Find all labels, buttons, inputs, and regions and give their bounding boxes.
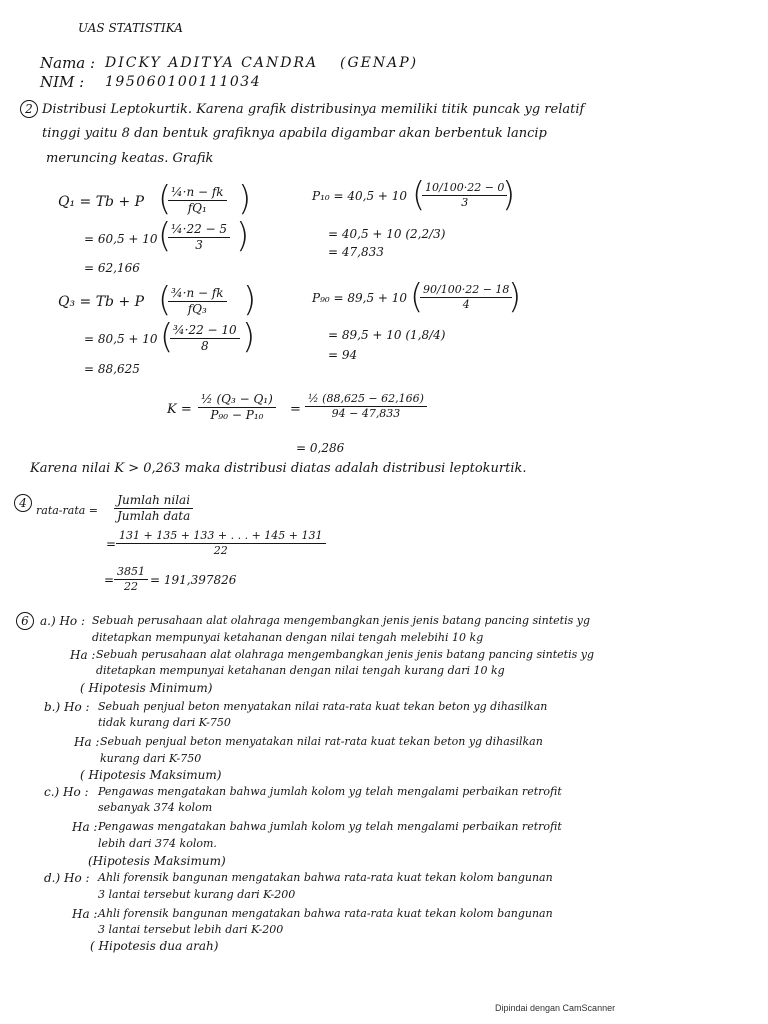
nama-label: Nama : [40,54,96,72]
q2-conclusion: Karena nilai K > 0,263 maka distribusi diatas adalah distribusi leptokurtik. [30,461,527,476]
q1-substitution-denominator: 3 [195,237,203,252]
q6a-ho-line-1: Sebuah perusahaan alat olahraga mengembangkan jenis jenis batang pancing sintetis yg [92,614,591,627]
q2-text-line-3: meruncing keatas. Grafik [46,151,214,166]
p10-denominator: 3 [461,195,469,209]
q3-substitution-numerator: ¾·22 − 10 [170,324,240,339]
q1-fraction [168,186,227,214]
p90-numerator: 90/100·22 − 18 [420,284,512,298]
mean-sum-fraction [116,530,326,556]
q6c-hypothesis-type: (Hipotesis Maksimum) [88,854,226,868]
q6d-ha-line-2: 3 lantai tersebut lebih dari K-200 [98,923,284,936]
kurtosis-substitution-numerator: ½ (88,625 − 62,166) [305,393,427,407]
q6d-ha-label: Ha : [72,907,98,921]
nama-value: DICKY ADITYA CANDRA [105,55,319,71]
mean-label: rata-rata = [36,504,99,517]
paren-close: ) [243,280,257,320]
mean-result-denominator: 22 [124,579,138,593]
q6a-ha-line-2: ditetapkan mempunyai ketahanan dengan nilai tengah kurang dari 10 kg [96,664,505,677]
q1-result: = 62,166 [84,261,140,275]
mean-result: = 191,397826 [150,573,237,587]
mean-result-numerator: 3851 [114,566,148,580]
mean-definition-denominator: Jumlah data [117,508,191,523]
paren-open: ( [158,280,172,320]
q1-numerator: ¼·n − fk [168,186,227,201]
paren-close: ) [236,216,250,256]
paren-open: ( [158,179,172,219]
q3-fraction [168,287,227,315]
paren-close: ) [242,317,256,357]
mean-sum-numerator: 131 + 135 + 133 + . . . + 145 + 131 [116,530,326,544]
q6c-ho-line-1: Pengawas mengatakan bahwa jumlah kolom yg telah mengalami perbaikan retrofit [98,785,562,798]
q3-substitution-denominator: 8 [201,338,209,353]
q6b-ho-line-2: tidak kurang dari K-750 [98,716,231,729]
kurtosis-equals: = [290,402,301,417]
paren-open: ( [160,317,174,357]
nim-value: 195060100111034 [105,74,262,90]
q3-denominator: fQ₃ [187,301,207,316]
p90-step: = 89,5 + 10 (1,8/4) [328,328,446,342]
q1-denominator: fQ₁ [187,200,207,215]
q1-substitution-numerator: ¼·22 − 5 [168,223,230,238]
mean-sum-denominator: 22 [213,543,228,557]
kurtosis-result: = 0,286 [296,441,345,455]
kurtosis-formula-numerator: ½ (Q₃ − Q₁) [198,393,276,408]
mean-result-fraction [114,566,148,592]
p10-formula-lhs: P₁₀ = 40,5 + 10 [312,189,408,203]
q6c-ha-label: Ha : [72,820,98,834]
q6b-ha-line-1: Sebuah penjual beton menyatakan nilai rat-rata kuat tekan beton yg dihasilkan [100,735,543,748]
p90-denominator: 4 [462,297,470,311]
q6b-ha-label: Ha : [74,735,100,749]
question-number-4: 4 [14,494,32,512]
q6a-ha-line-1: Sebuah perusahaan alat olahraga mengembangkan jenis jenis batang pancing sintetis yg [96,648,595,661]
q6d-hypothesis-type: ( Hipotesis dua arah) [90,939,219,953]
q6d-ho-line-1: Ahli forensik bangunan mengatakan bahwa rata-rata kuat tekan kolom bangunan [98,871,553,884]
q3-substitution-lhs: = 80,5 + 10 [84,332,158,346]
p10-fraction [422,182,507,208]
q6c-ha-line-1: Pengawas mengatakan bahwa jumlah kolom yg telah mengalami perbaikan retrofit [98,820,562,833]
q6c-label: c.) Ho : [44,785,89,799]
q1-substitution-fraction [168,223,230,251]
nim-label: NIM : [40,73,85,91]
q3-result: = 88,625 [84,362,140,376]
document-title: UAS STATISTIKA [78,21,183,35]
q6d-label: d.) Ho : [44,871,90,885]
p90-result: = 94 [328,348,358,362]
q6b-ho-line-1: Sebuah penjual beton menyatakan nilai rata-rata kuat tekan beton yg dihasilkan [98,700,548,713]
kurtosis-substitution-denominator: 94 − 47,833 [331,406,401,420]
p10-result: = 47,833 [328,245,384,259]
kurtosis-formula-denominator: P₉₀ − P₁₀ [210,407,264,422]
mean-result-equals: = [104,573,115,587]
p90-fraction [420,284,512,310]
p10-step: = 40,5 + 10 (2,2/3) [328,227,446,241]
q3-numerator: ¾·n − fk [168,287,227,302]
kurtosis-formula-fraction [198,393,276,421]
q6c-ha-line-2: lebih dari 374 kolom. [98,837,217,850]
q6c-ho-line-2: sebanyak 374 kolom [98,801,213,814]
q6b-ha-line-2: kurang dari K-750 [100,752,202,765]
kelompok-label: (GENAP) [340,55,419,71]
q3-formula-lhs: Q₃ = Tb + P [58,294,145,310]
paren-close: ) [238,179,252,219]
paren-open: ( [158,216,172,256]
p10-numerator: 10/100·22 − 0 [422,182,507,196]
q6a-hypothesis-type: ( Hipotesis Minimum) [80,681,213,695]
paren-close: ) [502,175,516,215]
kurtosis-lhs: K = [167,402,192,417]
q2-text-line-2: tinggi yaitu 8 dan bentuk grafiknya apabila digambar akan berbentuk lancip [42,126,547,141]
q1-formula-lhs: Q₁ = Tb + P [58,194,145,210]
q6d-ho-line-2: 3 lantai tersebut kurang dari K-200 [98,888,296,901]
mean-sum-equals: = [106,537,117,551]
question-number-6: 6 [16,612,34,630]
scanner-watermark: Dipindai dengan CamScanner [495,1003,616,1013]
q6a-ho-line-2: ditetapkan mempunyai ketahanan dengan nilai tengah melebihi 10 kg [92,631,484,644]
paren-open: ( [410,277,424,317]
kurtosis-substitution-fraction [305,393,427,419]
paren-open: ( [412,175,426,215]
mean-definition-fraction [114,494,193,522]
question-number-2: 2 [20,100,38,118]
p90-formula-lhs: P₉₀ = 89,5 + 10 [312,291,408,305]
q6a-label: a.) Ho : [40,614,86,628]
mean-definition-numerator: Jumlah nilai [114,494,193,509]
paren-close: ) [508,277,522,317]
q6d-ha-line-1: Ahli forensik bangunan mengatakan bahwa rata-rata kuat tekan kolom bangunan [98,907,553,920]
q1-substitution-lhs: = 60,5 + 10 [84,232,158,246]
q2-text-line-1: Distribusi Leptokurtik. Karena grafik distribusinya memiliki titik puncak yg relatif [42,102,585,117]
q3-substitution-fraction [170,324,240,352]
q6b-hypothesis-type: ( Hipotesis Maksimum) [80,768,222,782]
q6a-ha-label: Ha : [70,648,96,662]
q6b-label: b.) Ho : [44,700,90,714]
